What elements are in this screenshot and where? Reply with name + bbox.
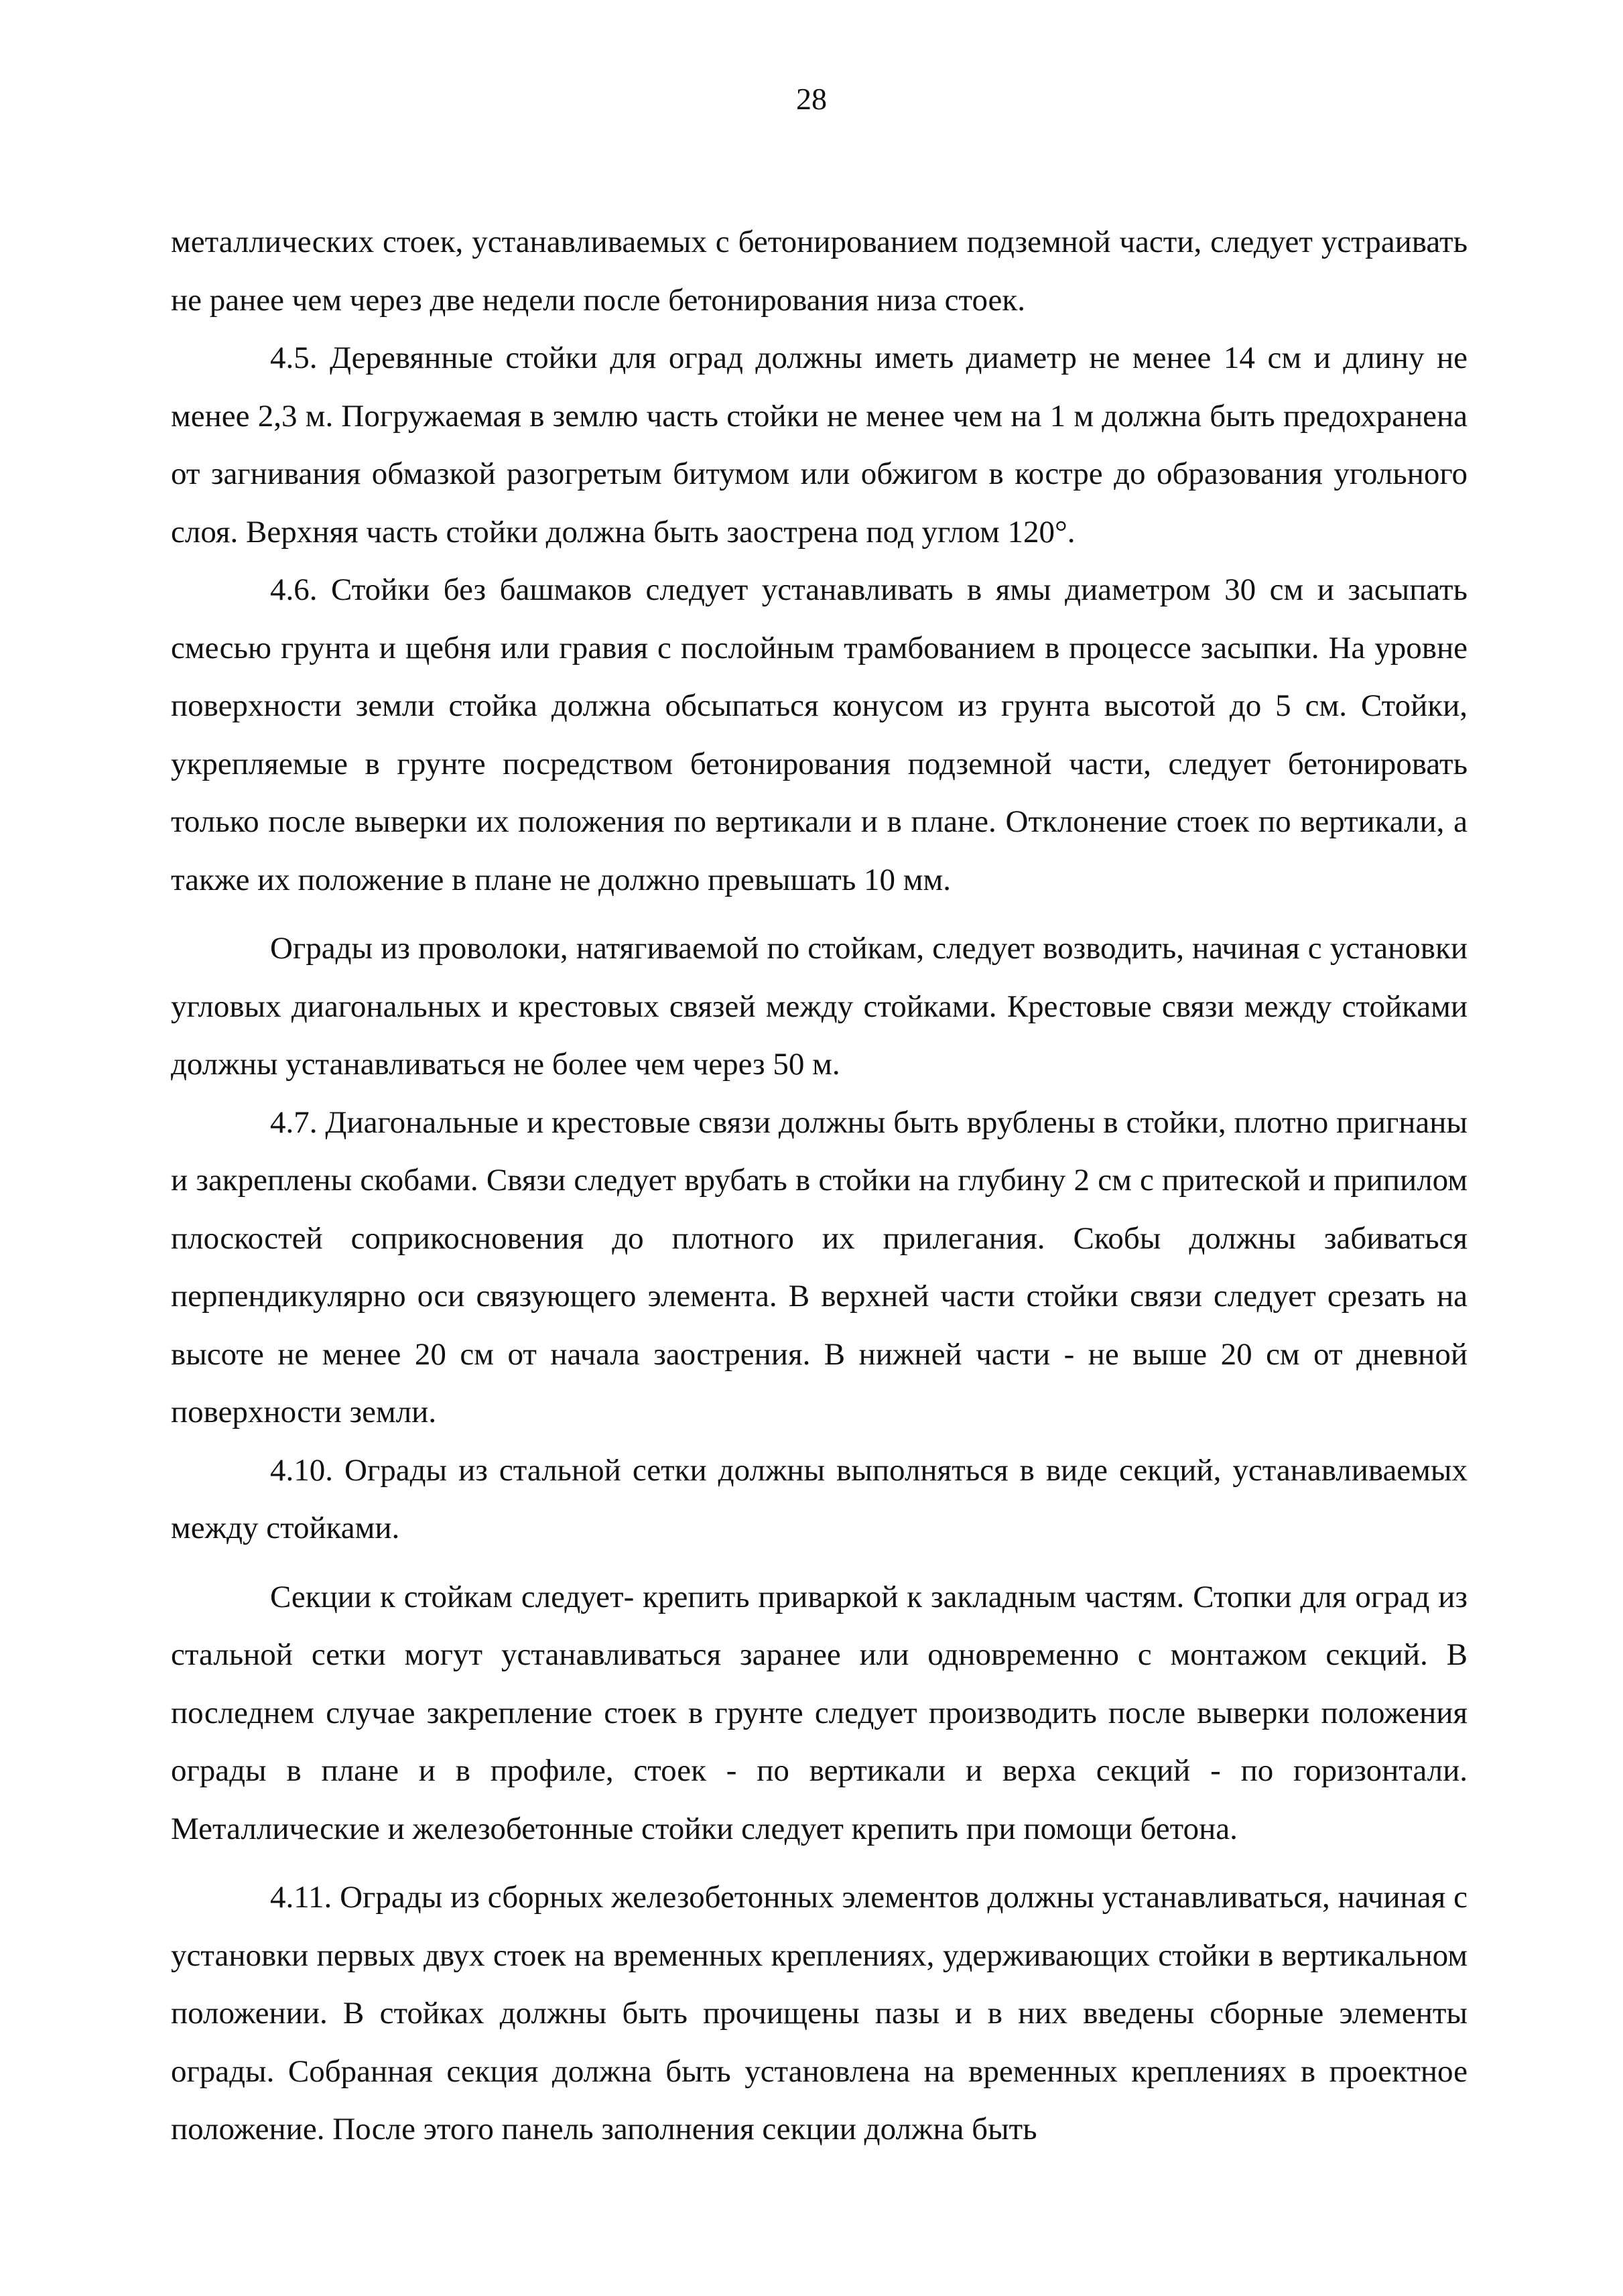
page-number: 28: [796, 82, 827, 116]
paragraph-mesh-sections: Секции к стойкам следует- крепить приваркой к закладным частям. Стопки для оград из стальной сетки могут устанавливаться заранее или одновременно с монтажом секций. В последнем случае закрепление стоек в грунте следует производить после выверки положения ограды в плане и в профиле, стоек - по вертикали и верха секций - по горизонтали. Металлические и железобетонные стойки следует крепить при помощи бетона.: [171, 1579, 1468, 1846]
paragraph-4-10: 4.10. Ограды из стальной сетки должны выполняться в виде секций, устанавливаемых между стойками.: [171, 1452, 1468, 1545]
paragraph-4-7: 4.7. Диагональные и крестовые связи должны быть врублены в стойки, плотно пригнаны и закреплены скобами. Связи следует врубать в стойки на глубину 2 см с притеской и припилом плоскостей соприкосновения до плотного их прилегания. Скобы должны забиваться перпендикулярно оси связующего элемента. В верхней части стойки связи следует срезать на высоте не менее 20 см от начала заострения. В нижней части - не выше 20 см от дневной поверхности земли.: [171, 1104, 1468, 1429]
document-body: [171, 213, 1468, 2159]
paragraph-continuation: металлических стоек, устанавливаемых с бетонированием подземной части, следует устраивать не ранее чем через две недели после бетонирования низа стоек.: [171, 225, 1468, 318]
paragraph-4-6: 4.6. Стойки без башмаков следует устанавливать в ямы диаметром 30 см и засыпать смесью грунта и щебня или гравия с послойным трамбованием в процессе засыпки. На уровне поверхности земли стойка должна обсыпаться конусом из грунта высотой до 5 см. Стойки, укрепляемые в грунте посредством бетонирования подземной части, следует бетонировать только после выверки их положения по вертикали и в плане. Отклонение стоек по вертикали, а также их положение в плане не должно превышать 10 мм.: [171, 572, 1468, 897]
paragraph-4-11: 4.11. Ограды из сборных железобетонных элементов должны устанавливаться, начиная с установки первых двух стоек на временных креплениях, удерживающих стойки в вертикальном положении. В стойках должны быть прочищены пазы и в них введены сборные элементы ограды. Собранная секция должна быть установлена на временных креплениях в проектное положение. После этого панель заполнения секции должна быть: [171, 1880, 1468, 2147]
paragraph-4-5: 4.5. Деревянные стойки для оград должны иметь диаметр не менее 14 см и длину не менее 2,3 м. Погружаемая в землю часть стойки не менее чем на 1 м должна быть предохранена от загнивания обмазкой разогретым битумом или обжигом в костре до образования угольного слоя. Верхняя часть стойки должна быть заострена под углом 120°.: [171, 340, 1468, 550]
paragraph-wire-fences: Ограды из проволоки, натягиваемой по стойкам, следует возводить, начиная с установки угловых диагональных и крестовых связей между стойками. Крестовые связи между стойками должны устанавливаться не более чем через 50 м.: [171, 931, 1468, 1082]
